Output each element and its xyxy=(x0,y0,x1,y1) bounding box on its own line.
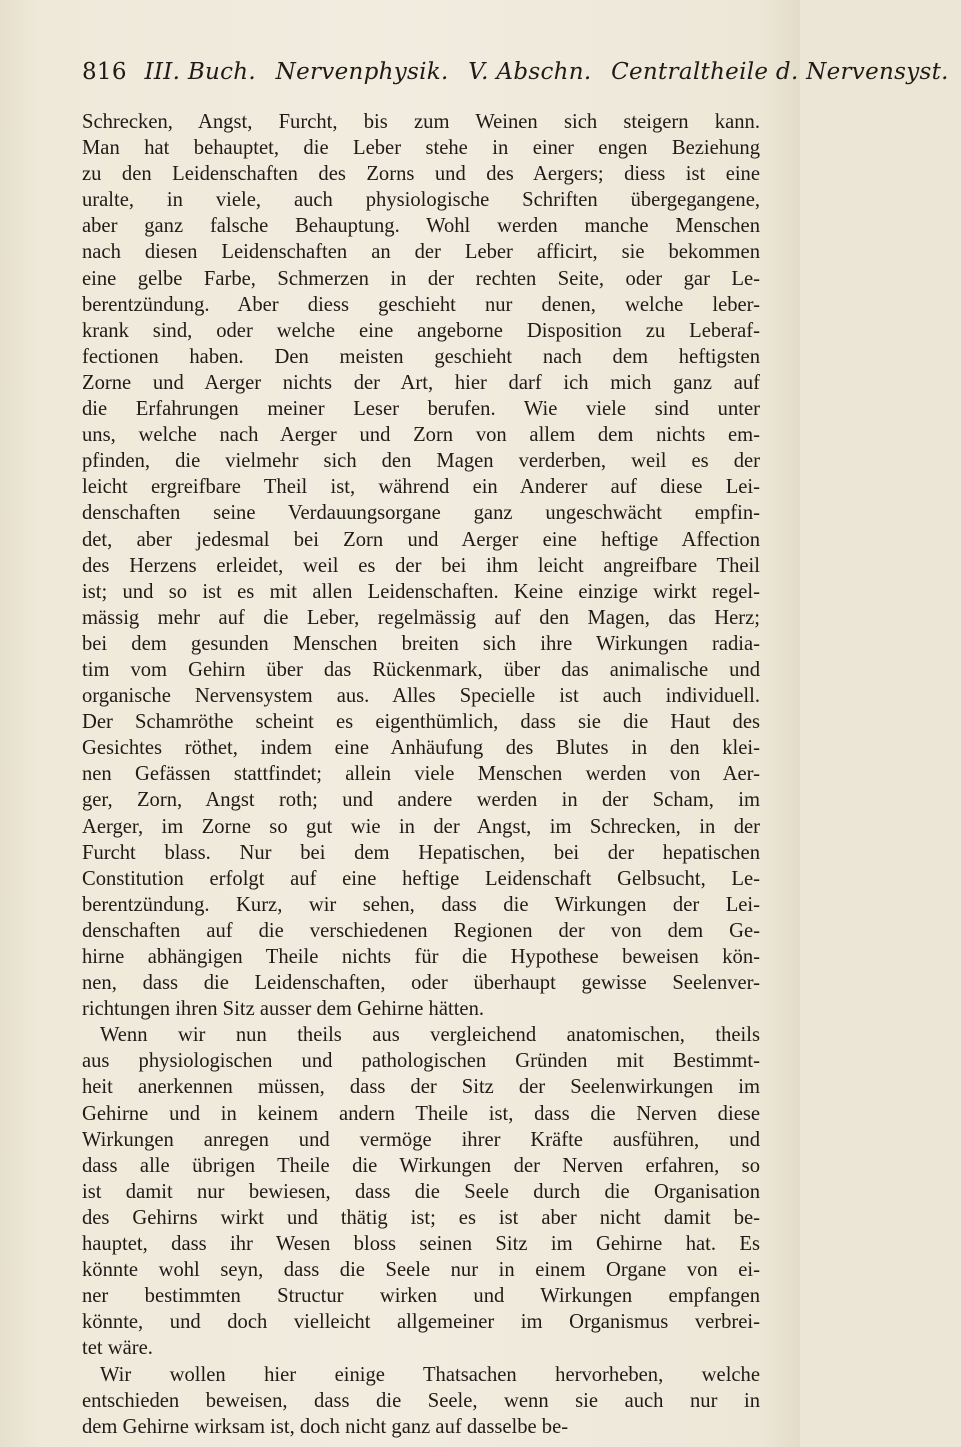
text-line: dem Gehirne wirksam ist, doch nicht ganz auf dasselbe be- xyxy=(82,1415,569,1438)
text-line: Wirkungen anregen und vermöge ihrer Kräfte ausführen, und xyxy=(82,1128,760,1151)
text-line: Aerger, im Zorne so gut wie in der Angst, im Schrecken, in der xyxy=(82,815,760,838)
subject-label: Nervenphysik. xyxy=(275,59,449,85)
text-line: Constitution erfolgt auf eine heftige Leidenschaft Gelbsucht, Le- xyxy=(82,867,760,890)
text-line: fectionen haben. Den meisten geschieht nach dem heftigsten xyxy=(82,345,760,368)
text-line: des Herzens erleidet, weil es der bei ihm leicht angreifbare Theil xyxy=(82,554,760,577)
text-line: uralte, in viele, auch physiologische Schriften übergegangene, xyxy=(82,189,760,212)
text-line: denschaften seine Verdauungsorgane ganz ungeschwächt empfin- xyxy=(82,502,760,525)
text-line: Furcht blass. Nur bei dem Hepatischen, bei der hepatischen xyxy=(82,841,760,864)
text-line: aus physiologischen und pathologischen Gründen mit Bestimmt- xyxy=(82,1050,760,1073)
chapter-label: Centraltheile d. Nervensyst. xyxy=(611,59,949,85)
text-line: tet wäre. xyxy=(82,1337,153,1360)
text-line: richtungen ihren Sitz ausser dem Gehirne hätten. xyxy=(82,998,485,1021)
text-line: Der Schamröthe scheint es eigenthümlich, dass sie die Haut des xyxy=(82,711,760,734)
text-line: des Gehirns wirkt und thätig ist; es ist aber nicht damit be- xyxy=(82,1206,760,1229)
text-line: ner bestimmten Structur wirken und Wirkungen empfangen xyxy=(82,1285,760,1308)
page-number: 816 xyxy=(82,59,127,85)
text-line: uns, welche nach Aerger und Zorn von allem dem nichts em- xyxy=(82,424,760,447)
text-line: det, aber jedesmal bei Zorn und Aerger eine heftige Affection xyxy=(82,528,760,551)
text-line: könnte wohl seyn, dass die Seele nur in einem Organe von ei- xyxy=(82,1259,760,1282)
text-line: nach diesen Leidenschaften an der Leber afficirt, sie bekommen xyxy=(82,241,760,264)
text-line: eine gelbe Farbe, Schmerzen in der rechten Seite, oder gar Le- xyxy=(82,267,760,290)
text-line: tim vom Gehirn über das Rückenmark, über das animalische und xyxy=(82,658,760,681)
text-line: Schrecken, Angst, Furcht, bis zum Weinen sich steigern kann. xyxy=(82,111,760,133)
text-line: berentzündung. Aber diess geschieht nur denen, welche leber- xyxy=(82,293,760,316)
section-label: V. Abschn. xyxy=(468,59,592,85)
text-line: Man hat behauptet, die Leber stehe in einer engen Beziehung xyxy=(82,137,760,160)
text-line: mässig mehr auf die Leber, regelmässig auf den Magen, das Herz; xyxy=(82,606,760,629)
text-line: heit anerkennen müssen, dass der Sitz der Seelenwirkungen im xyxy=(82,1076,760,1099)
text-line: organische Nervensystem aus. Alles Specielle ist auch individuell. xyxy=(82,685,760,708)
text-line: ist damit nur bewiesen, dass die Seele durch die Organisation xyxy=(82,1180,760,1203)
text-line: entschieden beweisen, dass die Seele, wenn sie auch nur in xyxy=(82,1389,760,1412)
text-line: Gehirne und in keinem andern Theile ist, dass die Nerven diese xyxy=(82,1102,760,1125)
text-line: hirne abhängigen Theile nichts für die Hypothese beweisen kön- xyxy=(82,946,760,968)
text-line: pfinden, die vielmehr sich den Magen verderben, weil es der xyxy=(82,450,760,473)
text-line: nen Gefässen stattfindet; allein viele Menschen werden von Aer- xyxy=(82,763,760,786)
text-line: zu den Leidenschaften des Zorns und des Aergers; diess ist eine xyxy=(82,163,760,186)
text-line: leicht ergreifbare Theil ist, während ein Anderer auf diese Lei- xyxy=(82,476,760,499)
text-line: aber ganz falsche Behauptung. Wohl werden manche Menschen xyxy=(82,215,760,238)
text-line: Gesichtes röthet, indem eine Anhäufung des Blutes in den klei- xyxy=(82,737,760,760)
book-label: III. Buch. xyxy=(144,59,257,85)
text-line: nen, dass die Leidenschaften, oder überhaupt gewisse Seelenver- xyxy=(82,972,760,995)
body-text xyxy=(82,109,760,1440)
text-line: dass alle übrigen Theile die Wirkungen der Nerven erfahren, so xyxy=(82,1154,760,1177)
text-line: hauptet, dass ihr Wesen bloss seinen Sitz im Gehirne hat. Es xyxy=(82,1233,760,1256)
text-line: die Erfahrungen meiner Leser berufen. Wie viele sind unter xyxy=(82,398,760,421)
text-line: krank sind, oder welche eine angeborne Disposition zu Leberaf- xyxy=(82,319,760,342)
text-line: berentzündung. Kurz, wir sehen, dass die Wirkungen der Lei- xyxy=(82,893,760,916)
text-line: bei dem gesunden Menschen breiten sich ihre Wirkungen radia- xyxy=(82,632,760,655)
text-line: Zorne und Aerger nichts der Art, hier darf ich mich ganz auf xyxy=(82,371,760,394)
text-line: ist; und so ist es mit allen Leidenschaften. Keine einzige wirkt regel- xyxy=(82,580,760,603)
text-line: denschaften auf die verschiedenen Regionen der von dem Ge- xyxy=(82,919,760,942)
running-head xyxy=(82,52,949,92)
text-line: Wenn wir nun theils aus vergleichend anatomischen, theils xyxy=(100,1024,760,1047)
text-line: Wir wollen hier einige Thatsachen hervorheben, welche xyxy=(100,1363,760,1386)
text-line: ger, Zorn, Angst roth; und andere werden in der Scham, im xyxy=(82,789,760,812)
text-line: könnte, und doch vielleicht allgemeiner im Organismus verbrei- xyxy=(82,1311,760,1334)
